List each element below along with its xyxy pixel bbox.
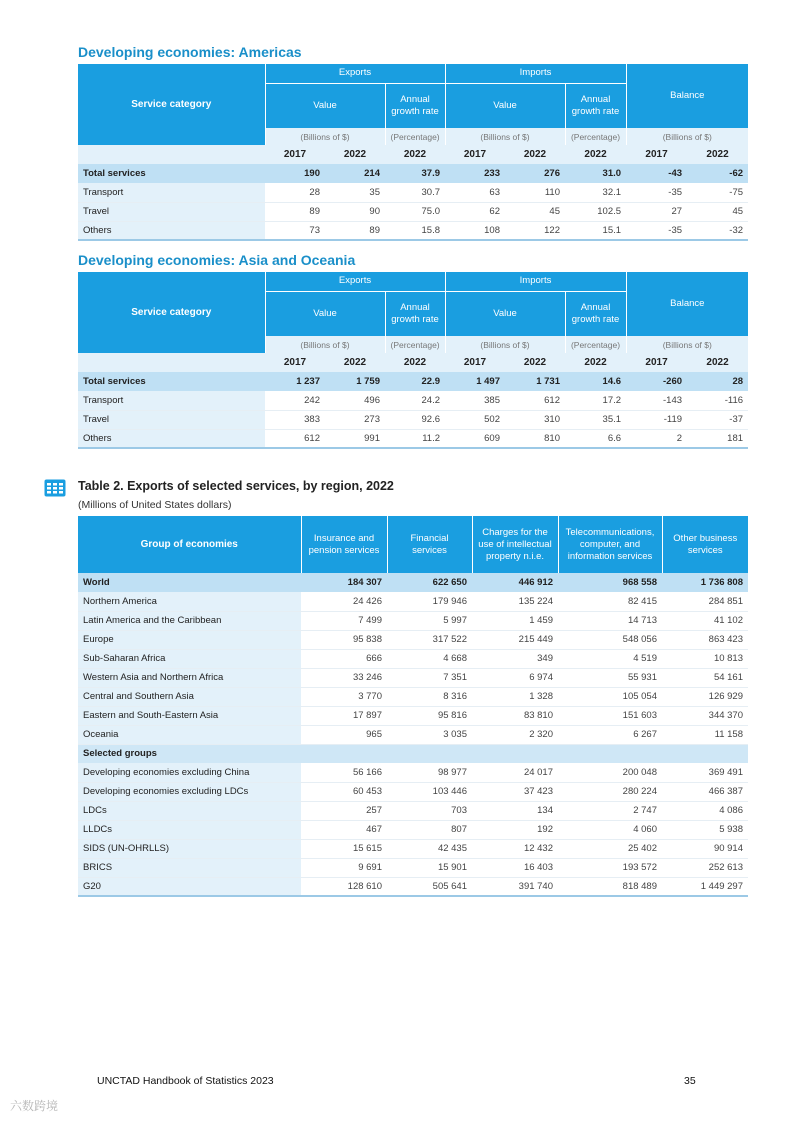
cell-value: 446 912	[472, 573, 558, 592]
cell-value: 60 453	[301, 782, 387, 801]
cell-value: 383	[265, 410, 325, 429]
asia-title: Developing economies: Asia and Oceania	[78, 252, 356, 268]
cell-value: 41 102	[662, 611, 748, 630]
cell-value: 63	[445, 183, 505, 202]
cell-value: 103 446	[387, 782, 472, 801]
table2	[78, 516, 748, 897]
cell-value: 3 035	[387, 725, 472, 744]
cell-value: 7 351	[387, 668, 472, 687]
cell-value: 15.8	[385, 221, 445, 240]
cell-value: 179 946	[387, 592, 472, 611]
table-row	[78, 858, 748, 877]
cell-value: -119	[626, 410, 687, 429]
row-label: Latin America and the Caribbean	[78, 611, 301, 630]
year-header: 2017	[265, 145, 325, 164]
cell-value: 33 246	[301, 668, 387, 687]
cell-value: 502	[445, 410, 505, 429]
row-label: LLDCs	[78, 820, 301, 839]
cell-value: 28	[687, 372, 748, 391]
cell-value: 22.9	[385, 372, 445, 391]
cell-value: 505 641	[387, 877, 472, 896]
cell-value: 276	[505, 164, 565, 183]
cell-value: 134	[472, 801, 558, 820]
exports-header: Exports	[265, 64, 445, 83]
exports-growth-header: Annual growth rate	[385, 291, 445, 336]
cell-value: 98 977	[387, 763, 472, 782]
selected-groups-label: Selected groups	[78, 744, 748, 763]
cell-value: 965	[301, 725, 387, 744]
cell-value: 968 558	[558, 573, 662, 592]
cell-value: 27	[626, 202, 687, 221]
imports-value-header: Value	[445, 83, 565, 128]
cell-value: 349	[472, 649, 558, 668]
row-label: Transport	[78, 391, 265, 410]
cell-value: 89	[265, 202, 325, 221]
cell-value: 233	[445, 164, 505, 183]
cell-value: 190	[265, 164, 325, 183]
telecom-header: Telecommunications, computer, and information services	[558, 516, 662, 573]
cell-value: 95 816	[387, 706, 472, 725]
cell-value: 55 931	[558, 668, 662, 687]
unit-billions: (Billions of $)	[626, 336, 748, 353]
table-row	[78, 839, 748, 858]
year-header: 2022	[385, 353, 445, 372]
cell-value: -35	[626, 221, 687, 240]
cell-value: 1 759	[325, 372, 385, 391]
cell-value: 92.6	[385, 410, 445, 429]
unit-percentage: (Percentage)	[565, 128, 626, 145]
cell-value: 32.1	[565, 183, 626, 202]
year-header: 2022	[565, 145, 626, 164]
row-label: Developing economies excluding LDCs	[78, 782, 301, 801]
cell-value: 280 224	[558, 782, 662, 801]
row-label: Oceania	[78, 725, 301, 744]
table-row	[78, 429, 748, 448]
year-header: 2022	[325, 145, 385, 164]
unit-billions: (Billions of $)	[445, 336, 565, 353]
total-row	[78, 164, 748, 183]
cell-value: 317 522	[387, 630, 472, 649]
row-label: G20	[78, 877, 301, 896]
row-label: Others	[78, 221, 265, 240]
americas-title: Developing economies: Americas	[78, 44, 302, 60]
table-row	[78, 221, 748, 240]
year-header: 2022	[687, 353, 748, 372]
cell-value: 1 449 297	[662, 877, 748, 896]
cell-value: 110	[505, 183, 565, 202]
year-header: 2022	[505, 145, 565, 164]
cell-value: 10 813	[662, 649, 748, 668]
cell-value: 15.1	[565, 221, 626, 240]
cell-value: 105 054	[558, 687, 662, 706]
page-number: 35	[684, 1075, 696, 1087]
cell-value: 4 519	[558, 649, 662, 668]
row-label: Total services	[78, 372, 265, 391]
cell-value: 1 731	[505, 372, 565, 391]
cell-value: 128 610	[301, 877, 387, 896]
table-row	[78, 801, 748, 820]
financial-header: Financial services	[387, 516, 472, 573]
insurance-header: Insurance and pension services	[301, 516, 387, 573]
cell-value: 344 370	[662, 706, 748, 725]
cell-value: 5 938	[662, 820, 748, 839]
table-row	[78, 706, 748, 725]
year-header: 2017	[265, 353, 325, 372]
cell-value: 703	[387, 801, 472, 820]
row-label: Europe	[78, 630, 301, 649]
exports-growth-header: Annual growth rate	[385, 83, 445, 128]
cell-value: 466 387	[662, 782, 748, 801]
cell-value: 4 086	[662, 801, 748, 820]
group-of-economies-header: Group of economies	[78, 516, 301, 573]
footer-publication: UNCTAD Handbook of Statistics 2023	[97, 1075, 274, 1087]
cell-value: 37.9	[385, 164, 445, 183]
cell-value: -37	[687, 410, 748, 429]
year-header: 2017	[626, 145, 687, 164]
cell-value: 11 158	[662, 725, 748, 744]
cell-value: 17 897	[301, 706, 387, 725]
cell-value: 4 668	[387, 649, 472, 668]
cell-value: -116	[687, 391, 748, 410]
year-header: 2022	[325, 353, 385, 372]
cell-value: 15 901	[387, 858, 472, 877]
table-row	[78, 183, 748, 202]
unit-percentage: (Percentage)	[565, 336, 626, 353]
table-row	[78, 725, 748, 744]
cell-value: 385	[445, 391, 505, 410]
table-row	[78, 877, 748, 896]
cell-value: 214	[325, 164, 385, 183]
year-header: 2017	[626, 353, 687, 372]
row-label: Developing economies excluding China	[78, 763, 301, 782]
cell-value: 1 237	[265, 372, 325, 391]
cell-value: 391 740	[472, 877, 558, 896]
cell-value: 17.2	[565, 391, 626, 410]
cell-value: 181	[687, 429, 748, 448]
table-row	[78, 611, 748, 630]
service-category-header: Service category	[78, 64, 265, 145]
row-label: Transport	[78, 183, 265, 202]
row-label: World	[78, 573, 301, 592]
cell-value: 818 489	[558, 877, 662, 896]
total-row	[78, 372, 748, 391]
cell-value: 45	[505, 202, 565, 221]
cell-value: 14 713	[558, 611, 662, 630]
exports-header: Exports	[265, 272, 445, 291]
table-row	[78, 630, 748, 649]
table-row	[78, 820, 748, 839]
cell-value: 151 603	[558, 706, 662, 725]
balance-header: Balance	[626, 64, 748, 128]
cell-value: -35	[626, 183, 687, 202]
cell-value: 24.2	[385, 391, 445, 410]
cell-value: 56 166	[301, 763, 387, 782]
cell-value: 6.6	[565, 429, 626, 448]
cell-value: 284 851	[662, 592, 748, 611]
cell-value: 15 615	[301, 839, 387, 858]
cell-value: 30.7	[385, 183, 445, 202]
cell-value: 4 060	[558, 820, 662, 839]
unit-billions: (Billions of $)	[626, 128, 748, 145]
cell-value: 25 402	[558, 839, 662, 858]
cell-value: -62	[687, 164, 748, 183]
exports-value-header: Value	[265, 83, 385, 128]
cell-value: 73	[265, 221, 325, 240]
unit-percentage: (Percentage)	[385, 128, 445, 145]
cell-value: 192	[472, 820, 558, 839]
cell-value: 31.0	[565, 164, 626, 183]
cell-value: 90	[325, 202, 385, 221]
table2-subtitle: (Millions of United States dollars)	[78, 499, 232, 511]
cell-value: -32	[687, 221, 748, 240]
cell-value: 95 838	[301, 630, 387, 649]
watermark: 六数跨境	[10, 1099, 59, 1113]
cell-value: 609	[445, 429, 505, 448]
table-row	[78, 668, 748, 687]
imports-growth-header: Annual growth rate	[565, 291, 626, 336]
table-row	[78, 687, 748, 706]
cell-value: 257	[301, 801, 387, 820]
balance-header: Balance	[626, 272, 748, 336]
row-label: BRICS	[78, 858, 301, 877]
cell-value: 102.5	[565, 202, 626, 221]
service-category-header: Service category	[78, 272, 265, 353]
cell-value: 242	[265, 391, 325, 410]
cell-value: 310	[505, 410, 565, 429]
cell-value: 8 316	[387, 687, 472, 706]
cell-value: 2	[626, 429, 687, 448]
row-label: Others	[78, 429, 265, 448]
asia-table-body	[78, 372, 748, 448]
row-label: Eastern and South-Eastern Asia	[78, 706, 301, 725]
row-label: Central and Southern Asia	[78, 687, 301, 706]
cell-value: 9 691	[301, 858, 387, 877]
cell-value: 496	[325, 391, 385, 410]
cell-value: 45	[687, 202, 748, 221]
cell-value: 6 267	[558, 725, 662, 744]
row-label: LDCs	[78, 801, 301, 820]
other-business-header: Other business services	[662, 516, 748, 573]
unit-billions: (Billions of $)	[265, 128, 385, 145]
cell-value: 863 423	[662, 630, 748, 649]
table-row	[78, 649, 748, 668]
cell-value: 991	[325, 429, 385, 448]
cell-value: 24 017	[472, 763, 558, 782]
cell-value: 3 770	[301, 687, 387, 706]
cell-value: 1 497	[445, 372, 505, 391]
year-header: 2022	[565, 353, 626, 372]
table-row	[78, 391, 748, 410]
table-row	[78, 410, 748, 429]
row-label: SIDS (UN-OHRLLS)	[78, 839, 301, 858]
total-row	[78, 573, 748, 592]
cell-value: 666	[301, 649, 387, 668]
cell-value: 273	[325, 410, 385, 429]
cell-value: 807	[387, 820, 472, 839]
selected-groups-row	[78, 744, 748, 763]
cell-value: 135 224	[472, 592, 558, 611]
americas-table-body	[78, 164, 748, 240]
cell-value: 83 810	[472, 706, 558, 725]
cell-value: 7 499	[301, 611, 387, 630]
cell-value: 54 161	[662, 668, 748, 687]
cell-value: 122	[505, 221, 565, 240]
cell-value: -143	[626, 391, 687, 410]
year-row-blank	[78, 145, 265, 164]
cell-value: 548 056	[558, 630, 662, 649]
cell-value: 89	[325, 221, 385, 240]
cell-value: 75.0	[385, 202, 445, 221]
table-row	[78, 763, 748, 782]
exports-value-header: Value	[265, 291, 385, 336]
cell-value: 62	[445, 202, 505, 221]
cell-value: 215 449	[472, 630, 558, 649]
cell-value: 14.6	[565, 372, 626, 391]
row-label: Sub-Saharan Africa	[78, 649, 301, 668]
row-label: Travel	[78, 202, 265, 221]
unit-percentage: (Percentage)	[385, 336, 445, 353]
cell-value: 6 974	[472, 668, 558, 687]
cell-value: 612	[505, 391, 565, 410]
row-label: Northern America	[78, 592, 301, 611]
table-row	[78, 592, 748, 611]
table2-title: Table 2. Exports of selected services, by region, 2022	[78, 479, 394, 493]
cell-value: 35	[325, 183, 385, 202]
year-header: 2022	[687, 145, 748, 164]
cell-value: 810	[505, 429, 565, 448]
imports-header: Imports	[445, 64, 626, 83]
cell-value: -260	[626, 372, 687, 391]
year-row-blank	[78, 353, 265, 372]
cell-value: 1 328	[472, 687, 558, 706]
year-header: 2022	[385, 145, 445, 164]
cell-value: -75	[687, 183, 748, 202]
cell-value: -43	[626, 164, 687, 183]
cell-value: 5 997	[387, 611, 472, 630]
cell-value: 2 320	[472, 725, 558, 744]
cell-value: 37 423	[472, 782, 558, 801]
table-grid-icon	[44, 479, 66, 497]
cell-value: 24 426	[301, 592, 387, 611]
row-label: Travel	[78, 410, 265, 429]
cell-value: 2 747	[558, 801, 662, 820]
cell-value: 1 736 808	[662, 573, 748, 592]
table2-body	[78, 573, 748, 896]
year-header: 2017	[445, 145, 505, 164]
cell-value: 28	[265, 183, 325, 202]
cell-value: 90 914	[662, 839, 748, 858]
imports-value-header: Value	[445, 291, 565, 336]
cell-value: 16 403	[472, 858, 558, 877]
cell-value: 11.2	[385, 429, 445, 448]
cell-value: 42 435	[387, 839, 472, 858]
table-row	[78, 202, 748, 221]
year-header: 2017	[445, 353, 505, 372]
cell-value: 126 929	[662, 687, 748, 706]
ip-charges-header: Charges for the use of intellectual property n.i.e.	[472, 516, 558, 573]
cell-value: 252 613	[662, 858, 748, 877]
unit-billions: (Billions of $)	[445, 128, 565, 145]
cell-value: 467	[301, 820, 387, 839]
cell-value: 35.1	[565, 410, 626, 429]
imports-header: Imports	[445, 272, 626, 291]
row-label: Total services	[78, 164, 265, 183]
cell-value: 184 307	[301, 573, 387, 592]
cell-value: 622 650	[387, 573, 472, 592]
cell-value: 82 415	[558, 592, 662, 611]
cell-value: 1 459	[472, 611, 558, 630]
imports-growth-header: Annual growth rate	[565, 83, 626, 128]
asia-table	[78, 272, 748, 449]
unit-billions: (Billions of $)	[265, 336, 385, 353]
americas-table	[78, 64, 748, 241]
table-row	[78, 782, 748, 801]
cell-value: 369 491	[662, 763, 748, 782]
cell-value: 12 432	[472, 839, 558, 858]
row-label: Western Asia and Northern Africa	[78, 668, 301, 687]
year-header: 2022	[505, 353, 565, 372]
cell-value: 612	[265, 429, 325, 448]
cell-value: 200 048	[558, 763, 662, 782]
cell-value: 193 572	[558, 858, 662, 877]
cell-value: 108	[445, 221, 505, 240]
